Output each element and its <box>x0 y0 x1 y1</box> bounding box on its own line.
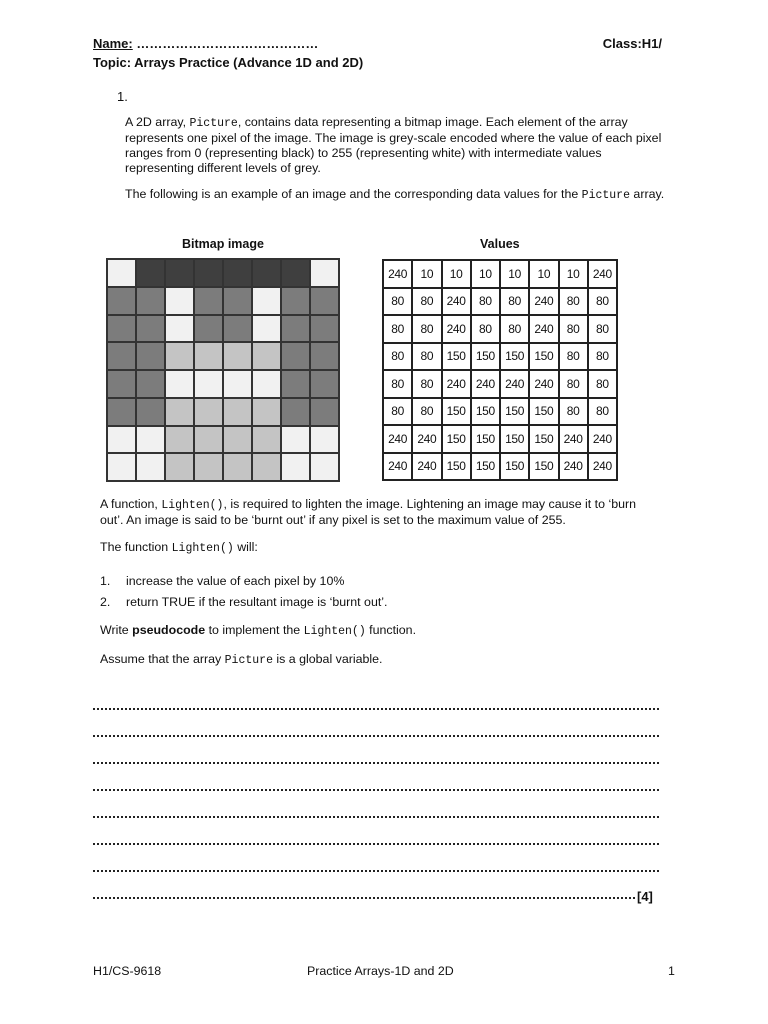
text-span: The function <box>100 540 172 554</box>
bitmap-pixel <box>165 287 194 315</box>
list-item <box>100 595 387 609</box>
list-text: return TRUE if the resultant image is ‘burnt out’. <box>126 595 388 609</box>
assumption-paragraph <box>100 652 640 668</box>
value-cell: 80 <box>588 370 617 398</box>
value-cell: 150 <box>471 453 500 481</box>
code-picture: Picture <box>189 117 238 130</box>
value-cell: 150 <box>500 398 529 426</box>
value-cell: 150 <box>442 453 471 481</box>
list-number: 1. <box>100 574 111 588</box>
bitmap-pixel <box>136 287 165 315</box>
bitmap-pixel <box>194 287 223 315</box>
value-cell: 240 <box>529 370 558 398</box>
bitmap-pixel <box>136 259 165 287</box>
name-field <box>93 36 318 51</box>
bitmap-pixel <box>281 370 310 398</box>
code-picture: Picture <box>581 189 630 202</box>
bitmap-pixel <box>165 342 194 370</box>
bitmap-pixel <box>310 259 339 287</box>
bitmap-pixel <box>107 259 136 287</box>
bitmap-pixel <box>252 259 281 287</box>
bitmap-pixel <box>194 426 223 454</box>
value-cell: 80 <box>500 288 529 316</box>
value-cell: 80 <box>383 370 412 398</box>
value-cell: 10 <box>529 260 558 288</box>
bitmap-pixel <box>252 370 281 398</box>
value-cell: 80 <box>588 315 617 343</box>
code-lighten: Lighten() <box>303 625 366 638</box>
bitmap-pixel <box>107 287 136 315</box>
value-cell: 80 <box>383 288 412 316</box>
lighten-description-paragraph <box>100 497 660 528</box>
code-picture: Picture <box>224 654 273 667</box>
list-item <box>100 574 344 588</box>
example-paragraph <box>125 187 665 203</box>
bitmap-image-grid <box>106 258 340 482</box>
topic-title: Topic: Arrays Practice (Advance 1D and 2D) <box>93 55 364 70</box>
value-cell: 80 <box>500 315 529 343</box>
bitmap-pixel <box>194 259 223 287</box>
code-lighten: Lighten() <box>171 542 234 555</box>
answer-line[interactable] <box>93 858 659 872</box>
value-cell: 80 <box>471 315 500 343</box>
bitmap-pixel <box>281 287 310 315</box>
value-cell: 150 <box>500 425 529 453</box>
value-cell: 80 <box>383 343 412 371</box>
text-span: function. <box>365 623 417 637</box>
bitmap-pixel <box>310 453 339 481</box>
bitmap-pixel <box>252 287 281 315</box>
code-lighten: Lighten() <box>161 499 224 512</box>
value-cell: 240 <box>383 453 412 481</box>
bitmap-pixel <box>136 370 165 398</box>
value-cell: 80 <box>559 343 588 371</box>
answer-line[interactable] <box>93 696 659 710</box>
value-cell: 80 <box>383 398 412 426</box>
value-cell: 80 <box>412 343 441 371</box>
bitmap-pixel <box>223 287 252 315</box>
value-cell: 80 <box>412 370 441 398</box>
value-cell: 240 <box>529 288 558 316</box>
bitmap-pixel <box>223 315 252 343</box>
footer-page-number: 1 <box>668 964 675 978</box>
value-cell: 10 <box>442 260 471 288</box>
bitmap-pixel <box>281 342 310 370</box>
value-cell: 240 <box>588 453 617 481</box>
bitmap-pixel <box>107 398 136 426</box>
bitmap-pixel <box>223 398 252 426</box>
values-table <box>382 259 618 481</box>
value-cell: 240 <box>412 453 441 481</box>
answer-line[interactable] <box>93 777 659 791</box>
list-text: increase the value of each pixel by 10% <box>126 574 345 588</box>
text-span: The following is an example of an image and the corresponding data values for the <box>125 187 582 201</box>
bitmap-pixel <box>223 426 252 454</box>
bitmap-pixel <box>194 342 223 370</box>
value-cell: 10 <box>412 260 441 288</box>
text-span: , is required to lighten the image. Lightening an image may cause it to ‘burn out’. An image is said to be ‘burnt out’ if any pixel is set to the maximum value of 255. <box>100 497 637 527</box>
bitmap-pixel <box>165 315 194 343</box>
value-cell: 150 <box>442 425 471 453</box>
bitmap-caption: Bitmap image <box>182 237 264 251</box>
bitmap-pixel <box>310 370 339 398</box>
value-cell: 10 <box>471 260 500 288</box>
value-cell: 80 <box>559 315 588 343</box>
instruction-paragraph <box>100 623 640 639</box>
question-intro-paragraph <box>125 115 665 176</box>
name-blank: …………………………………… <box>132 36 319 51</box>
bitmap-pixel <box>310 398 339 426</box>
bitmap-pixel <box>136 342 165 370</box>
value-cell: 240 <box>442 370 471 398</box>
question-number: 1. <box>117 89 128 104</box>
answer-line[interactable] <box>93 885 635 899</box>
bitmap-pixel <box>310 315 339 343</box>
bitmap-pixel <box>136 426 165 454</box>
bitmap-pixel <box>194 315 223 343</box>
value-cell: 150 <box>500 343 529 371</box>
bitmap-pixel <box>281 453 310 481</box>
value-cell: 240 <box>529 315 558 343</box>
class-label: Class:H1/ <box>602 36 662 51</box>
value-cell: 240 <box>442 315 471 343</box>
value-cell: 80 <box>588 398 617 426</box>
bitmap-pixel <box>223 370 252 398</box>
bitmap-pixel <box>281 398 310 426</box>
text-span: , contains data representing a bitmap image. Each element of the array represents one pixel of the image. The image is grey-scale encoded where the value of each pixel ranges from 0 (representing black) to 255 (representing white) with intermediate values representing different levels of grey. <box>125 115 662 175</box>
bitmap-pixel <box>136 398 165 426</box>
bitmap-pixel <box>194 370 223 398</box>
bitmap-pixel <box>107 453 136 481</box>
function-will-paragraph <box>100 540 640 556</box>
bitmap-pixel <box>223 259 252 287</box>
bitmap-pixel <box>194 453 223 481</box>
name-label: Name: <box>93 36 133 51</box>
value-cell: 150 <box>471 398 500 426</box>
value-cell: 80 <box>471 288 500 316</box>
text-span: A 2D array, <box>125 115 190 129</box>
bitmap-pixel <box>310 342 339 370</box>
bitmap-pixel <box>252 398 281 426</box>
bitmap-pixel <box>165 398 194 426</box>
bold-pseudocode: pseudocode <box>132 623 206 637</box>
value-cell: 150 <box>471 343 500 371</box>
bitmap-pixel <box>252 342 281 370</box>
bitmap-pixel <box>310 287 339 315</box>
value-cell: 240 <box>559 453 588 481</box>
bitmap-pixel <box>136 453 165 481</box>
bitmap-pixel <box>136 315 165 343</box>
value-cell: 80 <box>412 315 441 343</box>
marks-label: [4] <box>637 889 653 904</box>
answer-line[interactable] <box>93 723 659 737</box>
value-cell: 80 <box>559 288 588 316</box>
answer-line[interactable] <box>93 831 659 845</box>
bitmap-pixel <box>252 315 281 343</box>
text-span: is a global variable. <box>272 652 383 666</box>
bitmap-pixel <box>223 342 252 370</box>
bitmap-pixel <box>107 315 136 343</box>
value-cell: 150 <box>471 425 500 453</box>
value-cell: 80 <box>559 398 588 426</box>
value-cell: 80 <box>559 370 588 398</box>
value-cell: 240 <box>500 370 529 398</box>
value-cell: 80 <box>588 288 617 316</box>
bitmap-pixel <box>165 453 194 481</box>
answer-line[interactable] <box>93 804 659 818</box>
bitmap-pixel <box>281 426 310 454</box>
bitmap-pixel <box>252 453 281 481</box>
text-span: to implement the <box>205 623 304 637</box>
bitmap-pixel <box>165 426 194 454</box>
value-cell: 10 <box>559 260 588 288</box>
text-span: A function, <box>100 497 162 511</box>
bitmap-pixel <box>107 342 136 370</box>
value-cell: 240 <box>383 425 412 453</box>
text-span: array. <box>629 187 665 201</box>
value-cell: 240 <box>559 425 588 453</box>
value-cell: 240 <box>588 425 617 453</box>
list-number: 2. <box>100 595 111 609</box>
text-span: Assume that the array <box>100 652 225 666</box>
value-cell: 240 <box>588 260 617 288</box>
answer-line[interactable] <box>93 750 659 764</box>
value-cell: 80 <box>588 343 617 371</box>
bitmap-pixel <box>281 315 310 343</box>
bitmap-pixel <box>107 426 136 454</box>
footer-course-code: H1/CS-9618 <box>93 964 162 978</box>
value-cell: 150 <box>529 343 558 371</box>
value-cell: 80 <box>412 398 441 426</box>
value-cell: 80 <box>412 288 441 316</box>
text-span: Write <box>100 623 133 637</box>
value-cell: 10 <box>500 260 529 288</box>
bitmap-pixel <box>252 426 281 454</box>
value-cell: 240 <box>383 260 412 288</box>
bitmap-pixel <box>107 370 136 398</box>
bitmap-pixel <box>194 398 223 426</box>
values-caption: Values <box>480 237 520 251</box>
value-cell: 150 <box>529 453 558 481</box>
value-cell: 150 <box>442 343 471 371</box>
value-cell: 150 <box>529 425 558 453</box>
value-cell: 240 <box>412 425 441 453</box>
footer-title: Practice Arrays-1D and 2D <box>307 964 454 978</box>
bitmap-pixel <box>223 453 252 481</box>
value-cell: 80 <box>383 315 412 343</box>
bitmap-pixel <box>165 259 194 287</box>
value-cell: 150 <box>442 398 471 426</box>
bitmap-pixel <box>165 370 194 398</box>
value-cell: 240 <box>442 288 471 316</box>
bitmap-pixel <box>310 426 339 454</box>
value-cell: 150 <box>529 398 558 426</box>
value-cell: 240 <box>471 370 500 398</box>
bitmap-pixel <box>281 259 310 287</box>
value-cell: 150 <box>500 453 529 481</box>
text-span: will: <box>233 540 258 554</box>
